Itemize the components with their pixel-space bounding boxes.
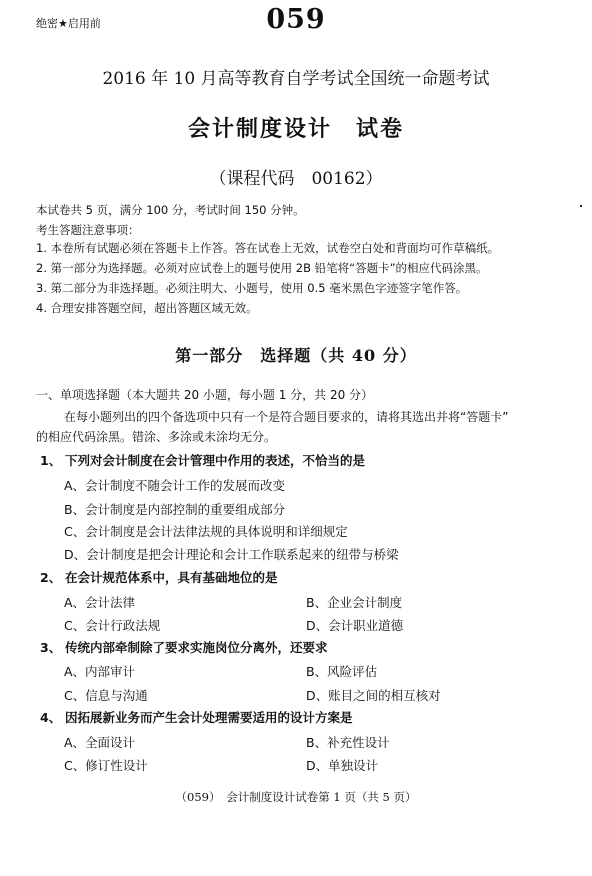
paper-code: 059 (266, 4, 326, 35)
question-number: 1、 (40, 453, 62, 468)
question-number: 3、 (40, 640, 62, 655)
question-number: 4、 (40, 710, 62, 725)
subject-title: 会计制度设计 试卷 (187, 116, 404, 142)
confidential-label: 绝密★启用前 (36, 17, 101, 30)
option-d: D、账目之间的相互核对 (306, 688, 441, 703)
option-a: A、会计法律 (64, 595, 136, 610)
option-a: A、全面设计 (64, 735, 136, 750)
instruction-item: 4. 合理安排答题空间，超出答题区域无效。 (36, 301, 258, 315)
option-c: C、信息与沟通 (64, 688, 148, 703)
option-a: A、内部审计 (64, 664, 136, 679)
option-b: B、企业会计制度 (306, 595, 403, 610)
instructions-notice-title: 考生答题注意事项： (36, 223, 140, 237)
option-a: A、会计制度不随会计工作的发展而改变 (64, 478, 286, 493)
option-d: D、单独设计 (306, 758, 379, 773)
page-footer: （059） 会计制度设计试卷第 1 页（共 5 页） (175, 790, 417, 804)
instructions-summary: 本试卷共 5 页，满分 100 分，考试时间 150 分钟。 (36, 203, 305, 217)
instruction-item: 3. 第二部分为非选择题。必须注明大、小题号，使用 0.5 毫米黑色字迹签字笔作答。 (36, 281, 468, 295)
question-number: 2、 (40, 570, 62, 585)
course-code: （课程代码 00162） (209, 169, 383, 189)
exam-title: 2016 年 10 月高等教育自学考试全国统一命题考试 (102, 69, 490, 89)
instruction-item: 2. 第一部分为选择题。必须对应试卷上的题号使用 2B 铅笔将“答题卡”的相应代码涂黑。 (36, 261, 488, 275)
instruction-item: 1. 本卷所有试题必须在答题卡上作答。答在试卷上无效，试卷空白处和背面均可作草稿纸。 (36, 241, 500, 255)
option-b: B、补充性设计 (306, 735, 390, 750)
section-note: 的相应代码涂黑。错涂、多涂或未涂均无分。 (36, 430, 277, 444)
option-d: D、会计职业道德 (306, 618, 404, 633)
scan-dot (580, 205, 582, 207)
option-d: D、会计制度是把会计理论和会计工作联系起来的纽带与桥梁 (64, 547, 399, 562)
section-note: 在每小题列出的四个备选项中只有一个是符合题目要求的，请将其选出并将“答题卡” (64, 410, 509, 424)
question-stem: 传统内部牵制除了要求实施岗位分离外，还要求 (65, 640, 328, 655)
option-b: B、会计制度是内部控制的重要组成部分 (64, 502, 286, 517)
part-one-title: 第一部分 选择题（共 40 分） (175, 346, 417, 365)
option-c: C、修订性设计 (64, 758, 148, 773)
option-c: C、会计行政法规 (64, 618, 161, 633)
section-heading: 一、单项选择题（本大题共 20 小题，每小题 1 分，共 20 分） (36, 388, 374, 402)
question-stem: 在会计规范体系中，具有基础地位的是 (65, 570, 278, 585)
question-stem: 因拓展新业务而产生会计处理需要适用的设计方案是 (65, 710, 353, 725)
option-c: C、会计制度是会计法律法规的具体说明和详细规定 (64, 524, 348, 539)
option-b: B、风险评估 (306, 664, 378, 679)
question-stem: 下列对会计制度在会计管理中作用的表述，不恰当的是 (65, 453, 366, 468)
